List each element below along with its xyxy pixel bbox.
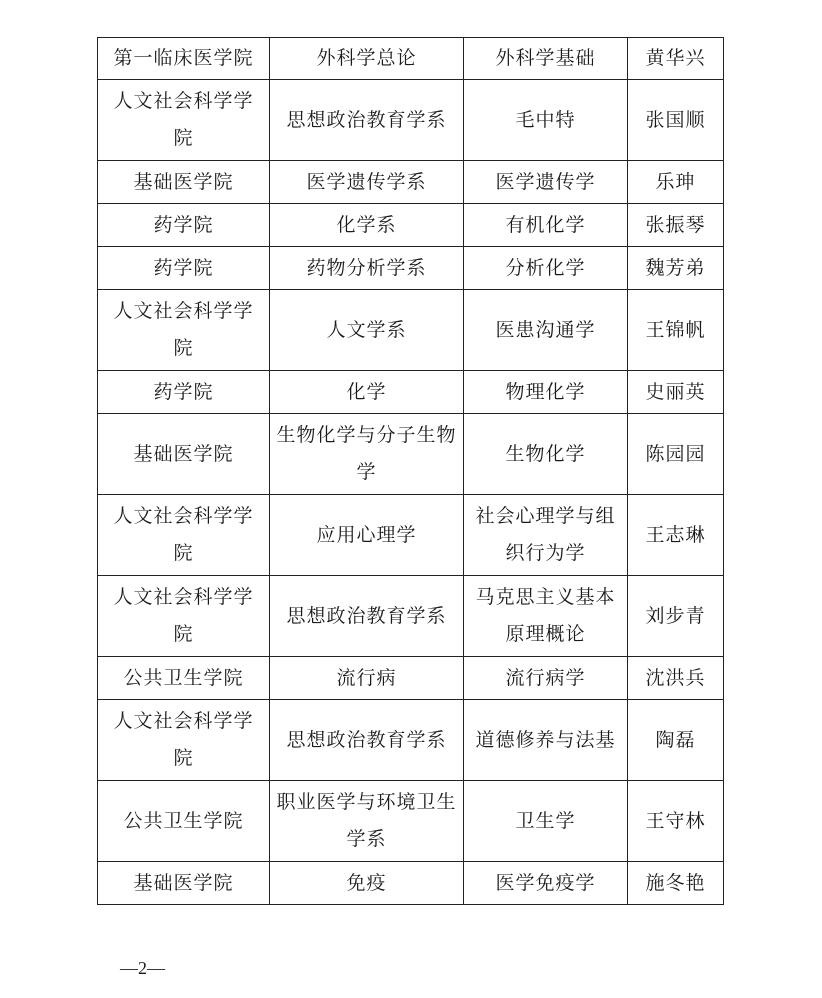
table-body xyxy=(98,38,724,905)
table-row xyxy=(98,204,724,247)
department-cell: 医学遗传学系 xyxy=(270,161,464,204)
teacher-cell: 王守林 xyxy=(628,781,724,862)
college-cell: 药学院 xyxy=(98,371,270,414)
college-cell: 人文社会科学学院 xyxy=(98,495,270,576)
college-cell: 基础医学院 xyxy=(98,161,270,204)
table-row xyxy=(98,247,724,290)
course-teacher-table xyxy=(97,37,724,905)
table-row xyxy=(98,657,724,700)
teacher-cell: 乐珅 xyxy=(628,161,724,204)
teacher-cell: 张国顺 xyxy=(628,80,724,161)
course-cell: 社会心理学与组织行为学 xyxy=(464,495,628,576)
teacher-cell: 黄华兴 xyxy=(628,38,724,80)
course-cell: 外科学基础 xyxy=(464,38,628,80)
teacher-cell: 王志琳 xyxy=(628,495,724,576)
college-cell: 人文社会科学学院 xyxy=(98,290,270,371)
course-cell: 马克思主义基本原理概论 xyxy=(464,576,628,657)
table-row xyxy=(98,38,724,80)
department-cell: 应用心理学 xyxy=(270,495,464,576)
teacher-cell: 沈洪兵 xyxy=(628,657,724,700)
teacher-cell: 魏芳弟 xyxy=(628,247,724,290)
college-cell: 公共卫生学院 xyxy=(98,781,270,862)
department-cell: 生物化学与分子生物学 xyxy=(270,414,464,495)
table-row xyxy=(98,700,724,781)
college-cell: 人文社会科学学院 xyxy=(98,80,270,161)
course-cell: 分析化学 xyxy=(464,247,628,290)
department-cell: 外科学总论 xyxy=(270,38,464,80)
table-row xyxy=(98,862,724,905)
teacher-cell: 陈园园 xyxy=(628,414,724,495)
college-cell: 公共卫生学院 xyxy=(98,657,270,700)
table-row xyxy=(98,495,724,576)
department-cell: 化学 xyxy=(270,371,464,414)
department-cell: 思想政治教育学系 xyxy=(270,576,464,657)
college-cell: 药学院 xyxy=(98,204,270,247)
college-cell: 基础医学院 xyxy=(98,414,270,495)
table-row xyxy=(98,371,724,414)
course-cell: 有机化学 xyxy=(464,204,628,247)
course-cell: 流行病学 xyxy=(464,657,628,700)
college-cell: 药学院 xyxy=(98,247,270,290)
course-cell: 生物化学 xyxy=(464,414,628,495)
college-cell: 第一临床医学院 xyxy=(98,38,270,80)
college-cell: 人文社会科学学院 xyxy=(98,700,270,781)
department-cell: 免疫 xyxy=(270,862,464,905)
teacher-cell: 张振琴 xyxy=(628,204,724,247)
table-row xyxy=(98,80,724,161)
course-cell: 医学免疫学 xyxy=(464,862,628,905)
table-row xyxy=(98,576,724,657)
course-cell: 医患沟通学 xyxy=(464,290,628,371)
course-cell: 医学遗传学 xyxy=(464,161,628,204)
department-cell: 职业医学与环境卫生学系 xyxy=(270,781,464,862)
department-cell: 思想政治教育学系 xyxy=(270,80,464,161)
table-row xyxy=(98,290,724,371)
teacher-cell: 王锦帆 xyxy=(628,290,724,371)
college-cell: 基础医学院 xyxy=(98,862,270,905)
table-row xyxy=(98,161,724,204)
department-cell: 流行病 xyxy=(270,657,464,700)
teacher-cell: 陶磊 xyxy=(628,700,724,781)
department-cell: 思想政治教育学系 xyxy=(270,700,464,781)
teacher-cell: 史丽英 xyxy=(628,371,724,414)
course-cell: 卫生学 xyxy=(464,781,628,862)
page-number: —2— xyxy=(120,958,165,978)
teacher-cell: 施冬艳 xyxy=(628,862,724,905)
department-cell: 药物分析学系 xyxy=(270,247,464,290)
department-cell: 人文学系 xyxy=(270,290,464,371)
table-row xyxy=(98,414,724,495)
department-cell: 化学系 xyxy=(270,204,464,247)
table-row xyxy=(98,781,724,862)
college-cell: 人文社会科学学院 xyxy=(98,576,270,657)
course-cell: 物理化学 xyxy=(464,371,628,414)
teacher-cell: 刘步青 xyxy=(628,576,724,657)
course-cell: 毛中特 xyxy=(464,80,628,161)
course-cell: 道德修养与法基 xyxy=(464,700,628,781)
